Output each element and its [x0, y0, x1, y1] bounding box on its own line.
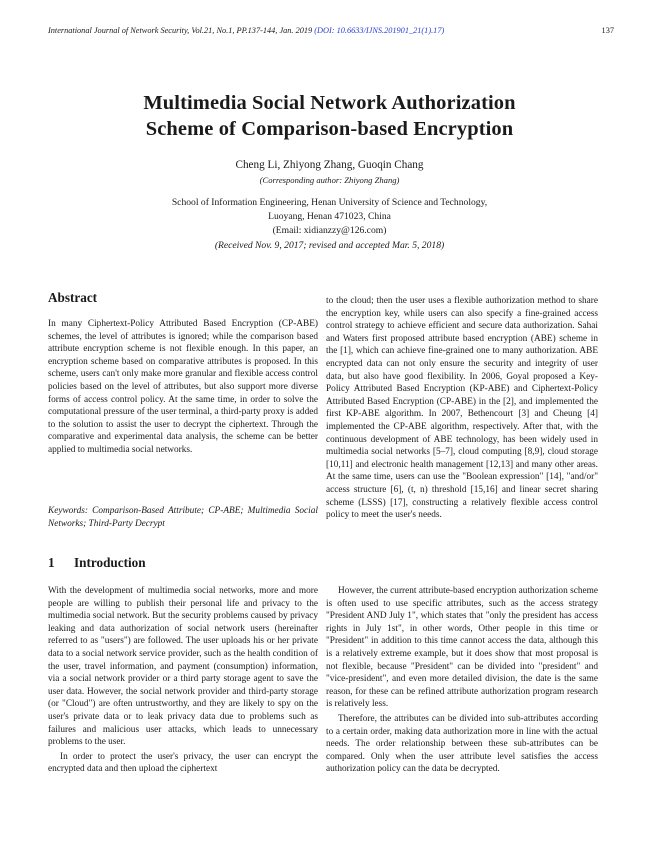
section-number: 1 [48, 555, 55, 570]
paper-title [0, 90, 659, 142]
intro-paragraph-1: With the development of multimedia social networks, more and more people are willing to publish their personal life and privacy to the multimedia social network. But the security problems caused by privacy leaking and data authorization of social network users (hereinafter referred to as "users") are followed. The user uploads his or her private data to a social network service provider, such as the health condition of the user, travel information, and payment (consumption) information, via a social network provider or a third party storage agent to save the user data. However, the social network provider and third-party storage (or "Cloud") are often untrustworthy, and they are likely to spy on the user's private data or to leak privacy data due to problems such as failures and malicious user attacks, which leads to unnecessary problems to the user. [48, 586, 318, 748]
abstract-body [48, 318, 318, 457]
intro-paragraph-right-2: However, the current attribute-based encryption authorization scheme is often used to use specific attributes, such as the access strategy "President AND July 1", which states that "only the president has access rights in July 1st", in other words, Other people in this time or "President" in addition to this time cannot access the data, although this is a relatively extreme example, but it does show that most proposal is not flexible, because "President" can be divided into "president" and "vice-president", and even more detailed division, the date is the same reason, for these can be refined attribute authorization program research is relatively less. [326, 586, 598, 710]
keywords [48, 505, 318, 530]
doi-link[interactable]: (DOI: 10.6633/IJNS.201901_21(1).17) [314, 26, 445, 35]
intro-paragraph-right-1: to the cloud; then the user uses a flexible authorization method to share the encryption key, while users can also specify a fine-grained access control strategy to achieve efficient and secure data authorization. Sahai and Waters first proposed attribute based encryption (ABE) scheme in the [1], which can achieve fine-grained one to many authorization. ABE encrypted data can not only ensure the security and integrity of user data, but also have good flexibility. In 2006, Goyal proposed a Key-Policy Attributed Based Encryption (KP-ABE) and Ciphertext-Policy Attributed Based Encryption (CP-ABE) in the [2], and implemented the first KP-ABE algorithm. In 2007, Bethencourt [3] and Cheung [4] implemented the CP-ABE algorithm, respectively. After that, with the continuous development of ABE technology, has been widely used in multimedia social networks [5–7], cloud computing [8,9], cloud storage [10,11] and electronic health management [12,13] and many other areas. At the same time, users can use the "Boolean expression" [14], "and/or" access structure [6], (t, n) threshold [15,16] and linear secret sharing scheme (LSSS) [17], constructing a relatively flexible access control policy to meet the user's needs. [326, 296, 598, 521]
journal-citation: International Journal of Network Security, Vol.21, No.1, PP.137-144, Jan. 2019 [48, 26, 313, 35]
abstract-text: In many Ciphertext-Policy Attributed Based Encryption (CP-ABE) schemes, the level of attributes is ignored; while the comparison based attribute encryption scheme is not flexible enough. In this paper, an encryption scheme based on comparative attributes is proposed. In this scheme, users can't only make more granular and flexible access control policies based on the level of attributes, but also support more diverse forms of access control policy. At the same time, in order to solve the computational pressure of the user terminal, a third-party proxy is added to the solution to assist the user to decrypt the ciphertext. Through the comparative and experimental data analysis, the scheme can be better applied to multimedia social networks. [48, 319, 318, 455]
running-head [48, 26, 614, 35]
introduction-body-left [48, 585, 318, 776]
affiliation-line-2: Luoyang, Henan 471023, China [268, 211, 391, 222]
section-title: Introduction [74, 555, 146, 570]
author-email: (Email: xidianzzy@126.com) [272, 225, 387, 236]
title-line-1: Multimedia Social Network Authorization [143, 92, 516, 114]
title-line-2: Scheme of Comparison-based Encryption [145, 118, 514, 140]
keywords-text: Keywords: Comparison-Based Attribute; CP-ABE; Multimedia Social Networks; Third-Party Decrypt [48, 506, 318, 529]
section-heading-introduction [48, 555, 146, 571]
abstract-heading: Abstract [48, 290, 98, 305]
intro-paragraph-right-3: Therefore, the attributes can be divided into sub-attributes according to a certain order, making data authorization more in line with the actual needs. The order relationship between these sub-attributes can be compared. Only when the user attribute level satisfies the access authorization policy can the data be decrypted. [326, 713, 598, 775]
corresponding-author: (Corresponding author: Zhiyong Zhang) [259, 175, 400, 185]
introduction-body-right-top [326, 295, 598, 522]
received-dates: (Received Nov. 9, 2017; revised and accepted Mar. 5, 2018) [214, 240, 445, 251]
author-list: Cheng Li, Zhiyong Zhang, Guoqin Chang [235, 159, 424, 171]
intro-paragraph-2: In order to protect the user's privacy, the user can encrypt the encrypted data and then upload the ciphertext [48, 751, 318, 775]
affiliation-line-1: School of Information Engineering, Henan University of Science and Technology, [171, 197, 488, 208]
page-number: 137 [601, 26, 614, 35]
introduction-body-right-bottom [326, 585, 598, 776]
